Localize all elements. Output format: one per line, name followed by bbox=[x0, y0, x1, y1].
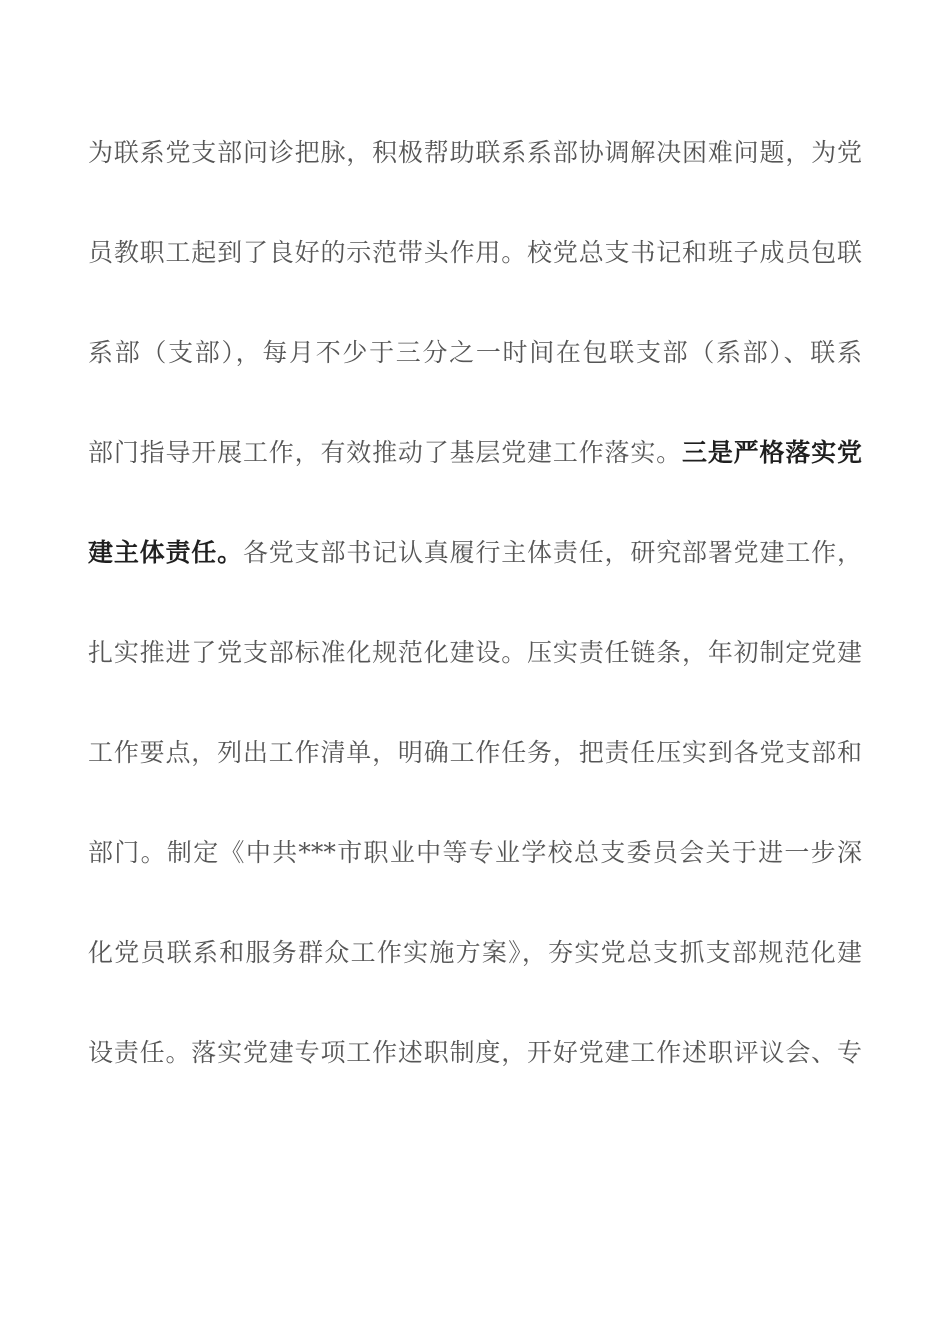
line-4-bold-heading: 三是严格落实党 bbox=[682, 438, 862, 467]
line-7-text: 工作要点，列出工作清单，明确工作任务，把责任压实到各党支部和 bbox=[88, 738, 862, 767]
text-line-5 bbox=[88, 528, 862, 628]
text-line-9 bbox=[88, 928, 862, 1028]
line-8-text: 部门。制定《中共***市职业中等专业学校总支委员会关于进一步深 bbox=[88, 838, 862, 867]
line-5-bold-heading: 建主体责任。 bbox=[88, 538, 243, 567]
line-3-text: 系部（支部），每月不少于三分之一时间在包联支部（系部）、联系 bbox=[88, 338, 862, 367]
line-4-text: 部门指导开展工作，有效推动了基层党建工作落实。 bbox=[88, 438, 683, 467]
text-line-1 bbox=[88, 128, 862, 228]
text-line-6 bbox=[88, 628, 862, 728]
text-line-4 bbox=[88, 428, 862, 528]
line-9-text: 化党员联系和服务群众工作实施方案》，夯实党总支抓支部规范化建 bbox=[88, 938, 862, 967]
text-line-2 bbox=[88, 228, 862, 328]
line-6-text: 扎实推进了党支部标准化规范化建设。压实责任链条，年初制定党建 bbox=[88, 638, 862, 667]
line-2-text: 员教职工起到了良好的示范带头作用。校党总支书记和班子成员包联 bbox=[88, 238, 862, 267]
text-line-10 bbox=[88, 1028, 862, 1128]
body-paragraph bbox=[88, 128, 862, 1128]
text-line-7 bbox=[88, 728, 862, 828]
text-line-3 bbox=[88, 328, 862, 428]
line-1-text: 为联系党支部问诊把脉，积极帮助联系系部协调解决困难问题，为党 bbox=[88, 138, 862, 167]
line-5-text: 各党支部书记认真履行主体责任，研究部署党建工作， bbox=[242, 538, 862, 567]
line-10-text: 设责任。落实党建专项工作述职制度，开好党建工作述职评议会、专 bbox=[88, 1038, 862, 1067]
text-line-8 bbox=[88, 828, 862, 928]
